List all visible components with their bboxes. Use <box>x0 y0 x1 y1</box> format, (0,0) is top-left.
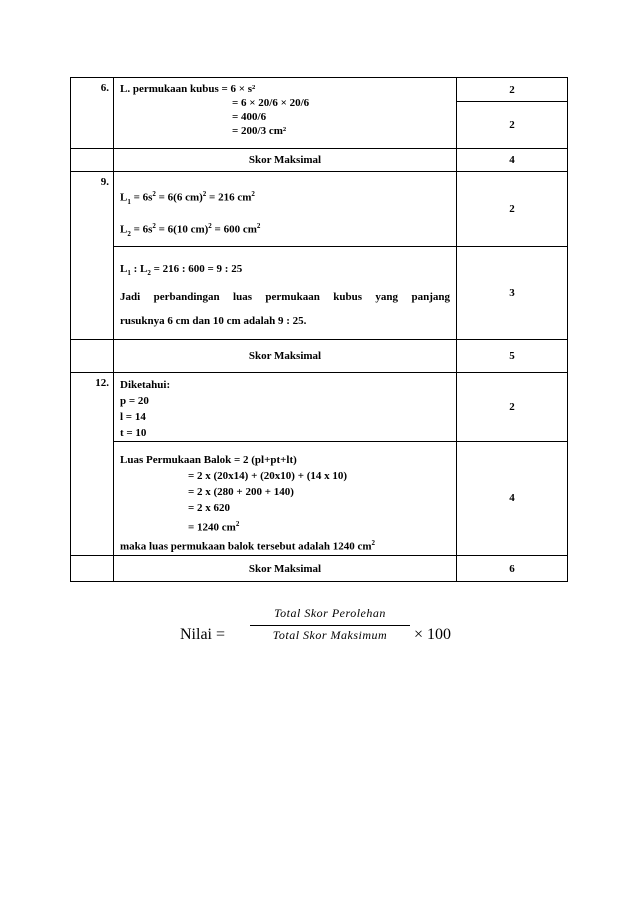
answer-line: Jadi perbandingan luas permukaan kubus yang panjang <box>120 290 450 303</box>
answer-line: $L_1 = 6s^2 = 6(6$ cm)$^2$ = 216 $cm^2$ <box>120 190 255 206</box>
score-cell: 4 <box>457 441 568 555</box>
answer-line: = 1240 $cm^2$ <box>188 519 240 534</box>
formula-numerator: Total Skor Perolehan <box>274 606 386 620</box>
score-cell: 2 <box>457 372 568 441</box>
answer-line: $L_1$ : $L_2 = 216$ : 600 = 9 : 25 <box>120 262 243 277</box>
grade-formula <box>180 604 460 644</box>
answer-line: = 2 x (280 + 200 + 140) <box>188 485 294 498</box>
rubric-table <box>70 77 568 582</box>
max-score-label: Skor Maksimal <box>114 339 457 372</box>
score-cell: 3 <box>457 246 568 339</box>
max-score-value: 4 <box>457 149 568 172</box>
question-number: 6. <box>71 78 114 149</box>
question-number: 12. <box>71 372 114 555</box>
answer-cell <box>114 78 457 149</box>
answer-cell <box>114 246 457 339</box>
answer-line: rusuknya 6 cm dan 10 cm adalah 9 : 25. <box>120 314 307 327</box>
question-number: 9. <box>71 172 114 340</box>
answer-line: $L_2 = 6s^2 = 6(10$ cm)$^2$ = 600 $cm^2$ <box>120 221 261 238</box>
answer-line: L. permukaan kubus = 6 × s² <box>120 83 256 95</box>
answer-cell <box>114 172 457 247</box>
answer-line: = 2 x 620 <box>188 501 231 514</box>
answer-cell <box>114 372 457 441</box>
score-cell: 2 <box>457 78 568 102</box>
answer-cell <box>114 441 457 555</box>
answer-line: = 200/3 cm² <box>232 125 287 137</box>
score-cell: 2 <box>457 102 568 149</box>
answer-line: l = 14 <box>120 410 146 423</box>
formula-multiplier: × 100 <box>414 626 452 643</box>
formula-denominator: Total Skor Maksimum <box>272 628 388 642</box>
fraction-bar <box>250 625 410 626</box>
answer-line: = 2 x (20x14) + (20x10) + (14 x 10) <box>188 469 348 482</box>
answer-line: = 400/6 <box>232 111 267 123</box>
max-score-value: 5 <box>457 339 568 372</box>
answer-line: t = 10 <box>120 426 147 439</box>
answer-line: p = 20 <box>120 394 149 407</box>
max-score-label: Skor Maksimal <box>114 556 457 582</box>
score-cell: 2 <box>457 172 568 247</box>
answer-line: Luas Permukaan Balok = 2 (pl+pt+lt) <box>120 453 297 466</box>
answer-line: maka luas permukaan balok tersebut adalah 1240 $cm^2$ <box>120 539 376 553</box>
max-score-label: Skor Maksimal <box>114 149 457 172</box>
answer-line: Diketahui: <box>120 378 171 391</box>
answer-line: = 6 × 20/6 × 20/6 <box>232 97 310 109</box>
formula-lhs: Nilai = <box>180 626 226 643</box>
max-score-value: 6 <box>457 556 568 582</box>
